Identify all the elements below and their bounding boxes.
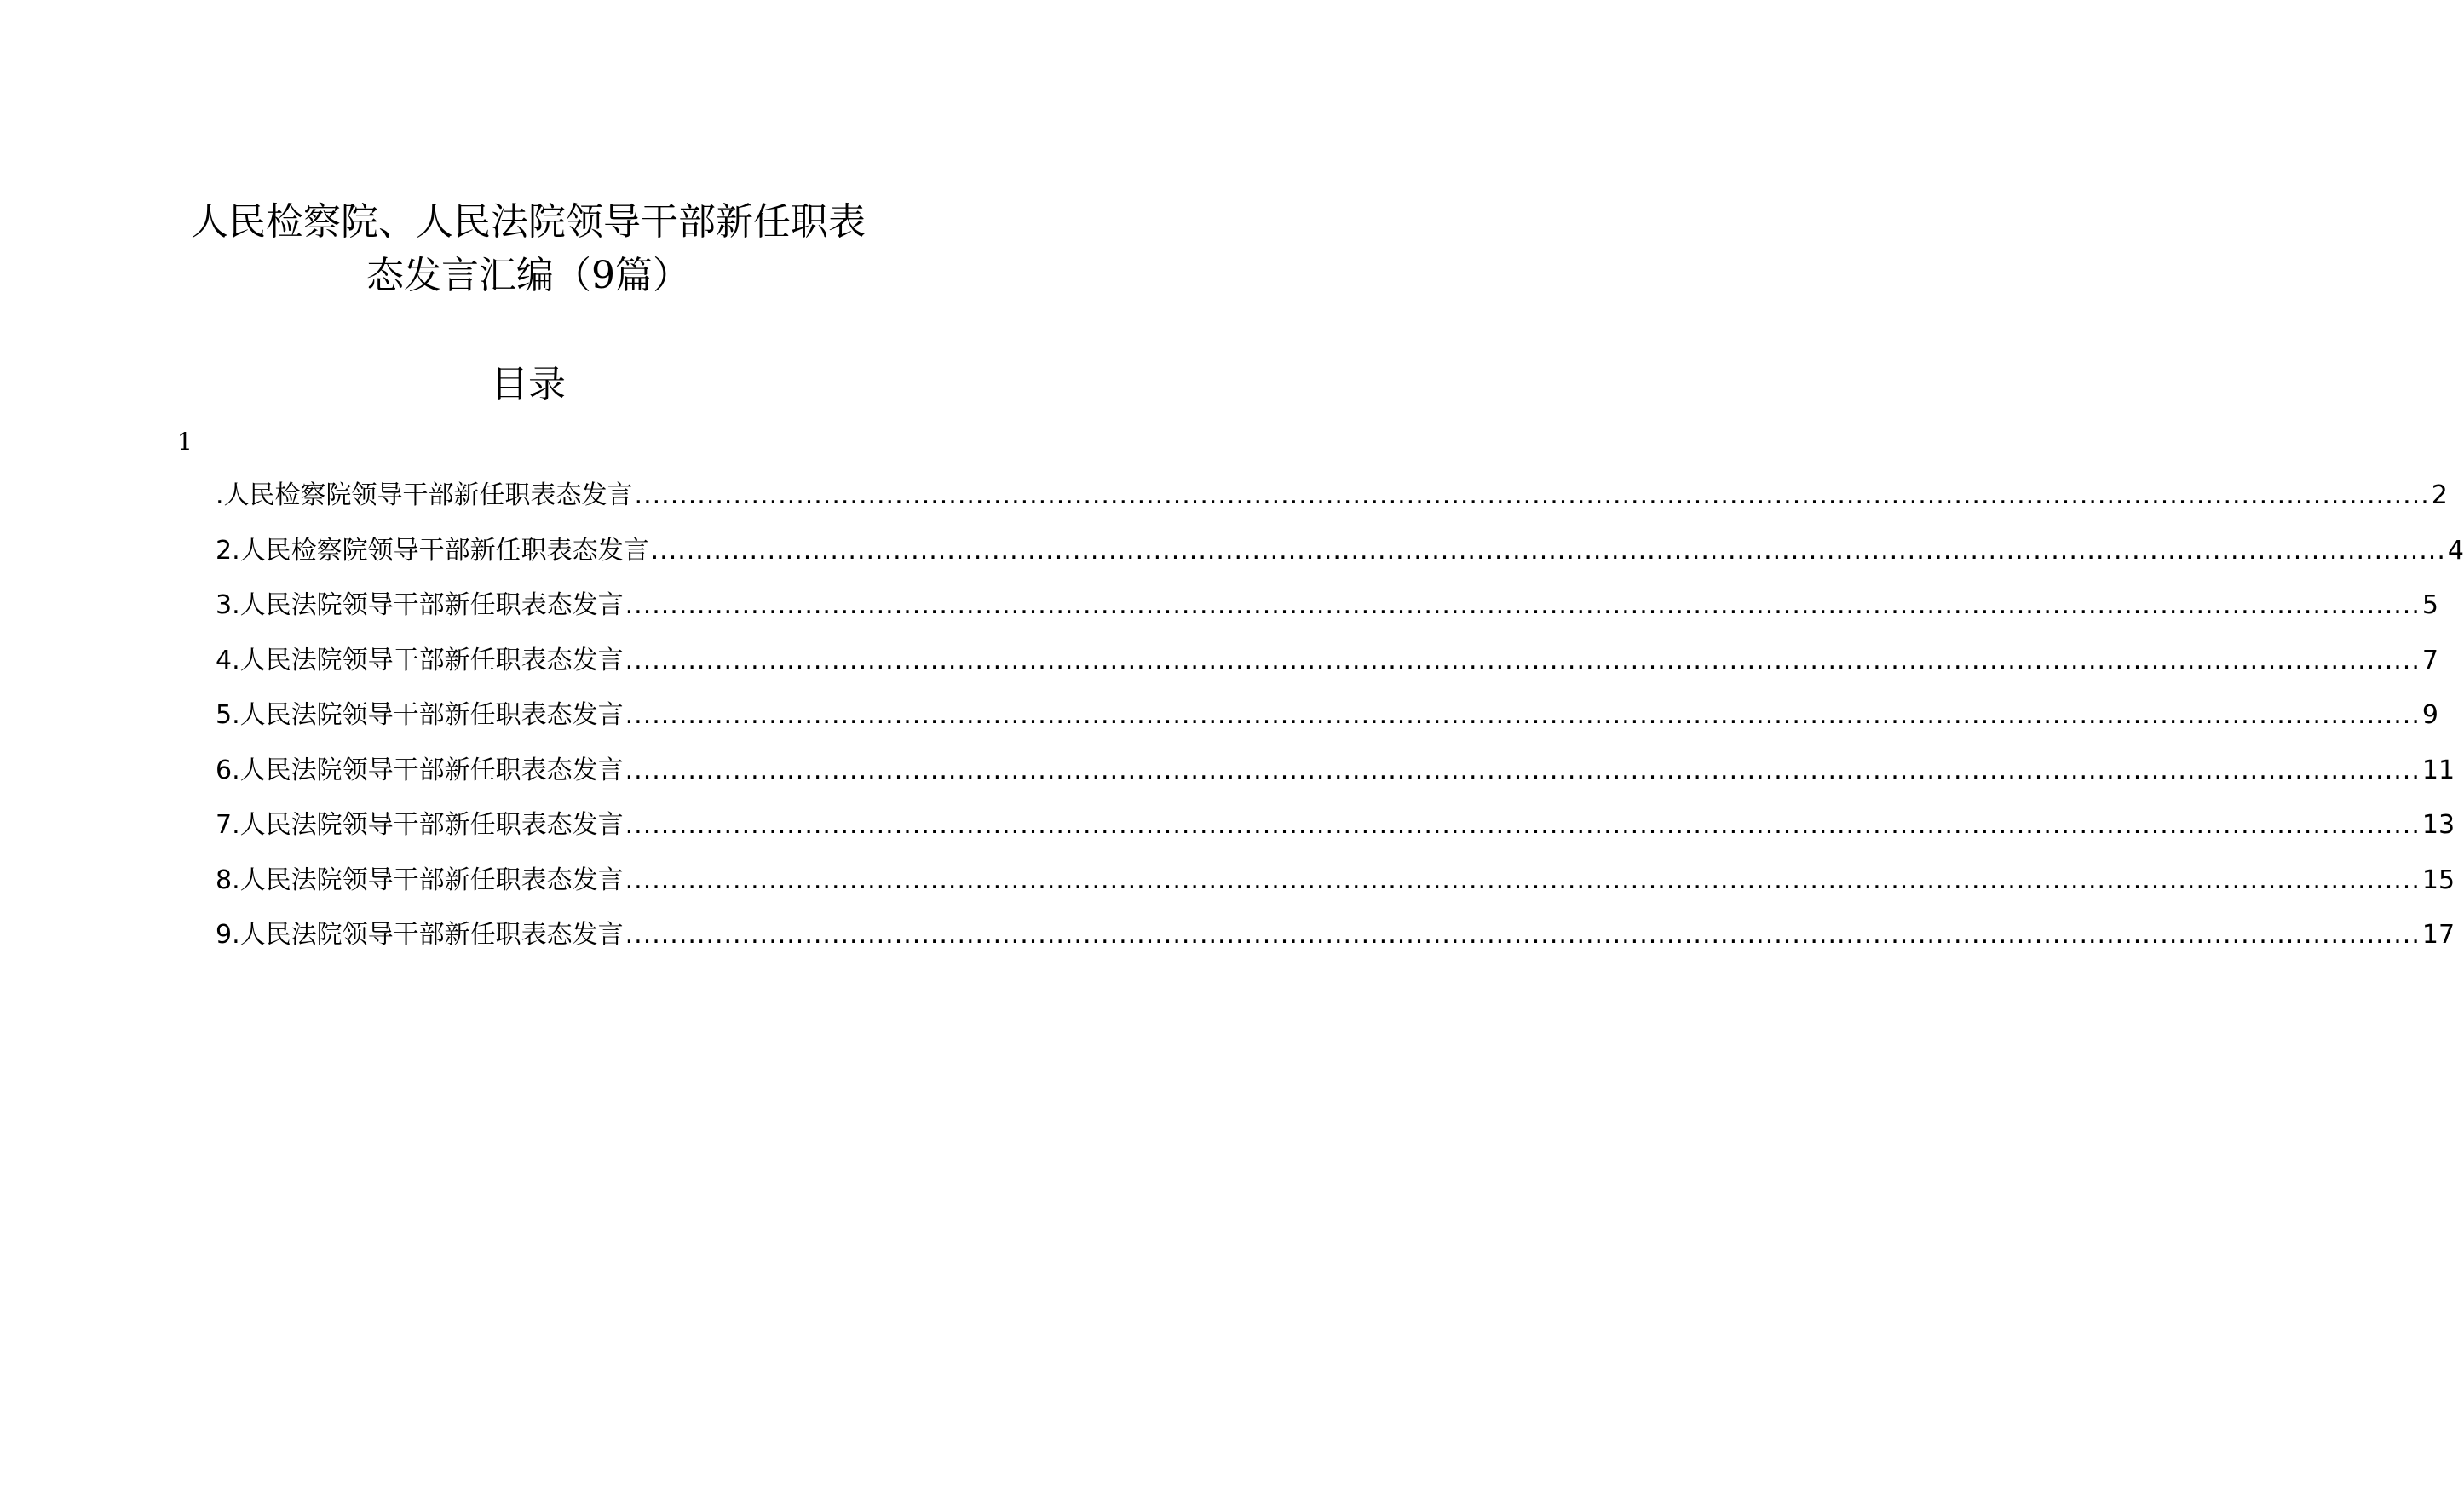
document-title-line-1: 人民检察院、人民法院领导干部新任职表: [191, 200, 866, 244]
toc-entry-page-number: 17: [2421, 920, 2455, 950]
title-article-count: 9: [591, 254, 615, 297]
toc-entry-label: 3.人民法院领导干部新任职表态发言: [216, 590, 624, 620]
toc-entry-label: 4.人民法院领导干部新任职表态发言: [216, 645, 624, 675]
toc-entry-7[interactable]: [216, 808, 2455, 864]
toc-entry-label: 9.人民法院领导干部新任职表态发言: [216, 920, 624, 950]
stray-number: 1: [177, 428, 193, 456]
toc-entry-8[interactable]: [216, 864, 2455, 919]
title-line-2-prefix: 态发言汇编（: [366, 254, 591, 297]
dot-leader: ........................................................................................................................................................................................................: [625, 755, 2421, 785]
toc-entry-6[interactable]: [216, 754, 2455, 809]
title-line-2-suffix: 篇）: [615, 254, 690, 297]
toc-entry-page-number: 2: [2431, 480, 2448, 510]
toc-entry-4[interactable]: [216, 644, 2438, 699]
toc-entry-3[interactable]: [216, 589, 2438, 644]
dot-leader: ........................................................................................................................................................................................................: [625, 700, 2421, 730]
toc-entry-label: 2.人民检察院领导干部新任职表态发言: [216, 535, 649, 566]
toc-entry-1[interactable]: [216, 479, 2448, 534]
toc-entry-label: .人民检察院领导干部新任职表态发言: [216, 480, 633, 510]
toc-entry-5[interactable]: [216, 698, 2438, 754]
toc-entry-page-number: 11: [2421, 755, 2455, 785]
document-title-line-2: [0, 252, 1056, 300]
dot-leader: ........................................................................................................................................................................................................: [625, 810, 2421, 840]
toc-entry-page-number: 5: [2421, 590, 2438, 620]
toc-entry-9[interactable]: [216, 918, 2455, 974]
toc-entry-label: 6.人民法院领导干部新任职表态发言: [216, 755, 624, 785]
toc-entry-label: 7.人民法院领导干部新任职表态发言: [216, 810, 624, 840]
dot-leader: ........................................................................................................................................................................................................: [625, 920, 2421, 950]
dot-leader: ........................................................................................................................................................................................................: [625, 590, 2421, 620]
dot-leader: ........................................................................................................................................................................................................: [650, 535, 2446, 566]
table-of-contents: [216, 479, 2464, 974]
toc-entry-page-number: 4: [2447, 535, 2464, 566]
toc-entry-label: 5.人民法院领导干部新任职表态发言: [216, 700, 624, 730]
toc-entry-page-number: 15: [2421, 865, 2455, 895]
dot-leader: ........................................................................................................................................................................................................: [625, 865, 2421, 895]
toc-entry-page-number: 9: [2421, 700, 2438, 730]
dot-leader: ........................................................................................................................................................................................................: [625, 645, 2421, 675]
toc-entry-page-number: 7: [2421, 645, 2438, 675]
dot-leader: ........................................................................................................................................................................................................: [634, 480, 2430, 510]
toc-heading: 目录: [491, 363, 566, 406]
toc-entry-page-number: 13: [2421, 810, 2455, 840]
toc-entry-label: 8.人民法院领导干部新任职表态发言: [216, 865, 624, 895]
toc-entry-2[interactable]: [216, 534, 2464, 589]
